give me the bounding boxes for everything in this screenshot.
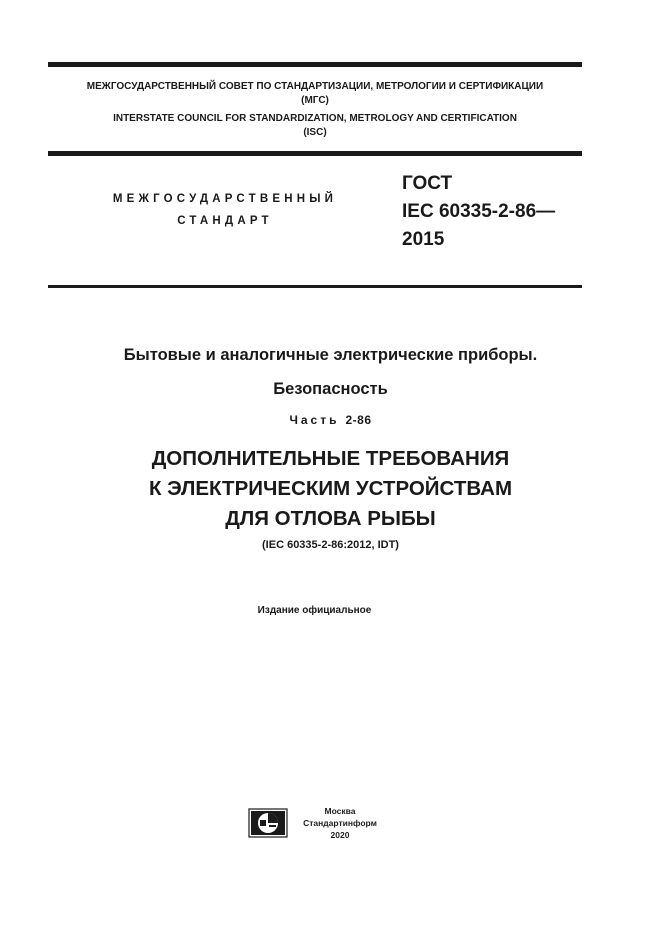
headline-line3: ДЛЯ ОТЛОВА РЫБЫ [225, 507, 436, 530]
council-name-ru [48, 80, 582, 108]
gost-label: ГОСТ [402, 173, 453, 194]
publisher-info [298, 805, 382, 841]
council-abbr-en: (ISC) [303, 127, 327, 138]
council-name-ru-text: МЕЖГОСУДАРСТВЕННЫЙ СОВЕТ ПО СТАНДАРТИЗАЦИИ, МЕТРОЛОГИИ И СЕРТИФИКАЦИИ [86, 81, 544, 92]
gost-year: 2015 [402, 229, 445, 250]
council-name-en [48, 112, 582, 140]
part-label: Часть [289, 413, 340, 427]
title-line2: Безопасность [273, 380, 388, 398]
gost-number: IEC 60335-2-86— [402, 201, 556, 222]
publisher-name: Стандартинформ [303, 818, 377, 828]
headline [0, 444, 661, 534]
header-bottom-rule [48, 151, 582, 156]
standard-type-line1: МЕЖГОСУДАРСТВЕННЫЙ [112, 193, 338, 205]
headline-line2: К ЭЛЕКТРИЧЕСКИМ УСТРОЙСТВАМ [148, 477, 513, 500]
title-line1: Бытовые и аналогичные электрические приборы. [123, 346, 538, 364]
gost-designation [402, 170, 555, 254]
council-name-en-text: INTERSTATE COUNCIL FOR STANDARDIZATION, METROLOGY AND CERTIFICATION [113, 113, 517, 124]
headline-line1: ДОПОЛНИТЕЛЬНЫЕ ТРЕБОВАНИЯ [151, 447, 510, 470]
edition-label: Издание официальное [257, 605, 372, 616]
standard-type [80, 188, 370, 232]
publisher-year: 2020 [330, 830, 350, 840]
iec-reference: (IEC 60335-2-86:2012, IDT) [262, 539, 399, 551]
publisher-city: Москва [324, 806, 356, 816]
council-abbr-ru: (МГС) [301, 95, 329, 106]
top-rule [48, 62, 582, 67]
part-number: 2-86 [345, 413, 372, 427]
standard-type-line2: СТАНДАРТ [177, 215, 273, 227]
standartinform-logo-icon [248, 808, 288, 838]
designation-bottom-rule [48, 285, 582, 288]
part-designation [0, 413, 661, 427]
